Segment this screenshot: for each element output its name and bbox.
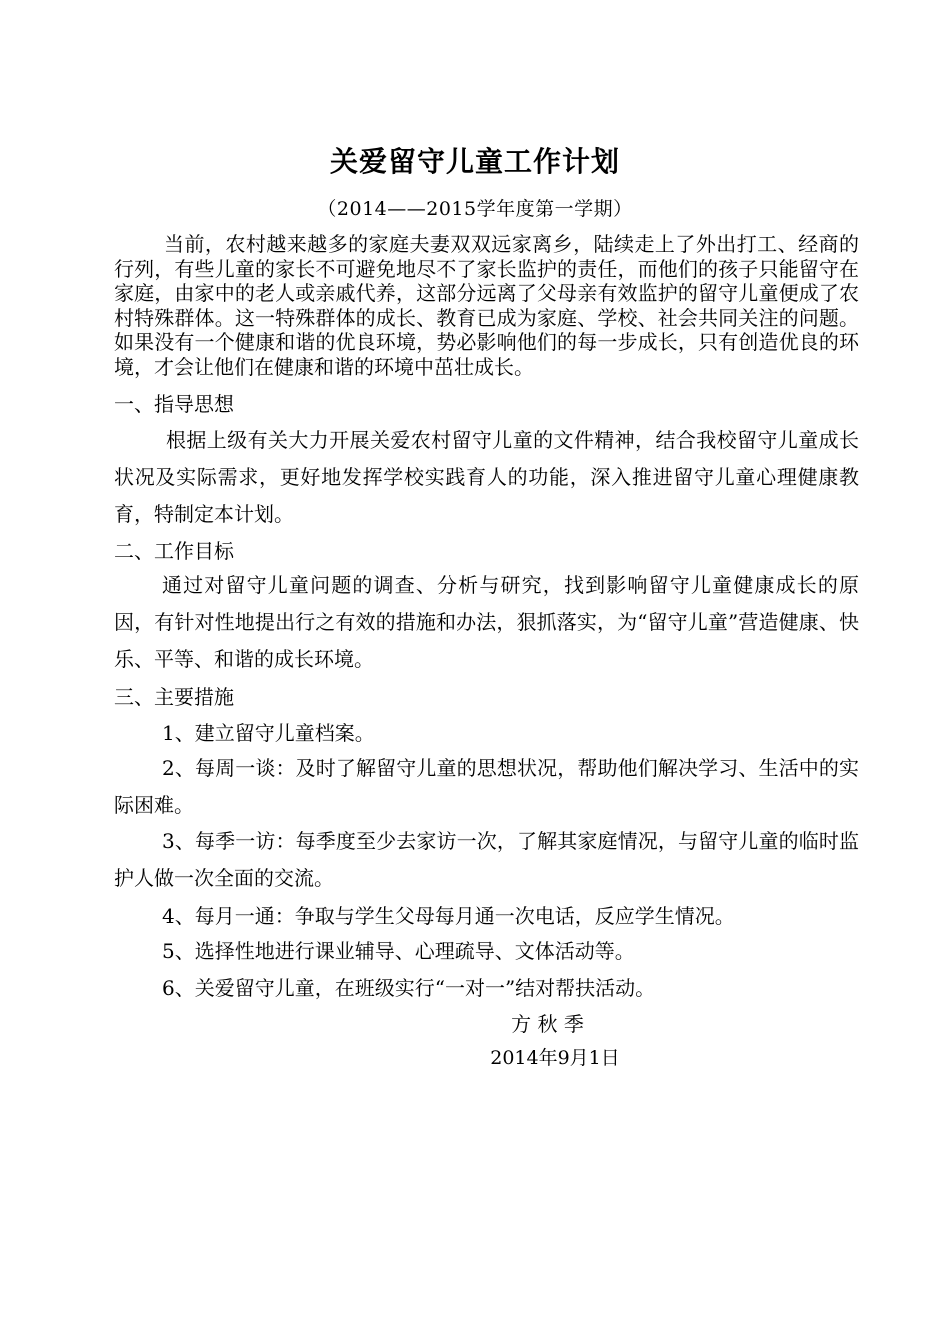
- work-goals-paragraph: 通过对留守儿童问题的调查、分析与研究，找到影响留守儿童健康成长的原因，有针对性地提出行之有效的措施和办法，狠抓落实，为“留守儿童”营造健康、快乐、平等、和谐的成长环境。: [114, 573, 859, 671]
- section-heading-work-goals: 二、工作目标: [114, 539, 234, 563]
- guiding-thought-paragraph: 根据上级有关大力开展关爱农村留守儿童的文件精神，结合我校留守儿童成长状况及实际需求，更好地发挥学校实践育人的功能，深入推进留守儿童心理健康教育，特制定本计划。: [114, 428, 859, 526]
- measure-item: 3、每季一访：每季度至少去家访一次，了解其家庭情况，与留守儿童的临时监护人做一次全面的交流。: [114, 829, 859, 890]
- measure-item: 6、关爱留守儿童，在班级实行“一对一”结对帮扶活动。: [162, 976, 656, 1000]
- document-title: 关爱留守儿童工作计划: [329, 145, 620, 178]
- intro-paragraph: 当前，农村越来越多的家庭夫妻双双远家离乡，陆续走上了外出打工、经商的行列，有些儿童的家长不可避免地尽不了家长监护的责任，而他们的孩子只能留守在家庭，由家中的老人或亲戚代养，这部分远离了父母亲有效监护的留守儿童便成了农村特殊群体。这一特殊群体的成长、教育已成为家庭、学校、社会共同关注的问题。如果没有一个健康和谐的优良环境，势必影响他们的每一步成长，只有创造优良的环境，才会让他们在健康和谐的环境中茁壮成长。: [114, 232, 859, 379]
- measure-item: 1、建立留守儿童档案。: [162, 721, 375, 745]
- measure-item: 5、选择性地进行课业辅导、心理疏导、文体活动等。: [162, 939, 635, 963]
- section-heading-main-measures: 三、主要措施: [114, 685, 234, 709]
- measure-item: 4、每月一通：争取与学生父母每月通一次电话，反应学生情况。: [162, 904, 735, 928]
- author-signature: 方 秋 季: [511, 1012, 584, 1036]
- measure-item: 2、每周一谈：及时了解留守儿童的思想状况，帮助他们解决学习、生活中的实际困难。: [114, 756, 859, 817]
- document-subtitle: （2014——2015学年度第一学期）: [317, 198, 633, 220]
- section-heading-guiding-thought: 一、指导思想: [114, 392, 234, 416]
- document-date: 2014年9月1日: [490, 1047, 620, 1069]
